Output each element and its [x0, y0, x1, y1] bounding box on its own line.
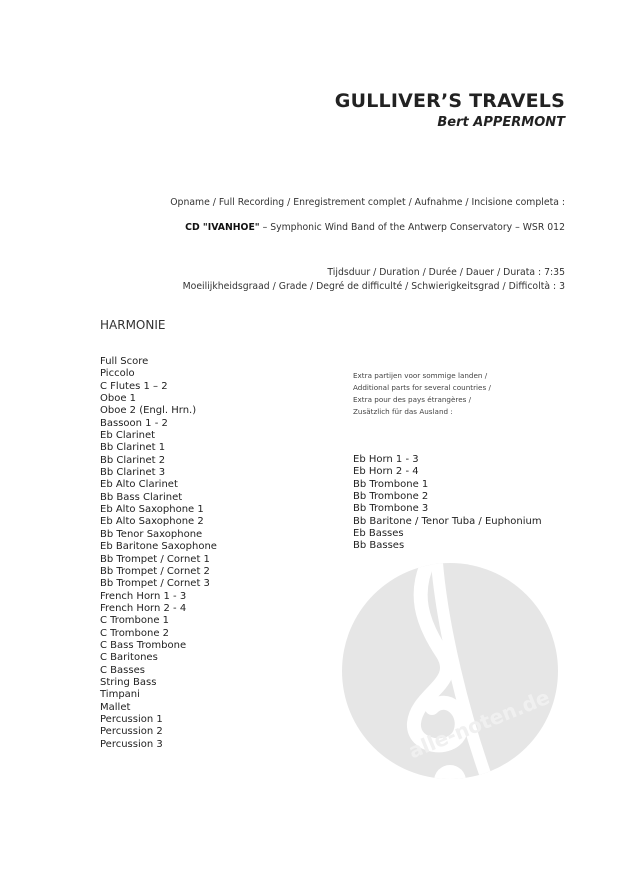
extra-part-item: Eb Horn 2 - 4 — [353, 466, 419, 478]
part-item: Eb Baritone Saxophone — [100, 541, 217, 553]
part-item: Percussion 2 — [100, 726, 163, 738]
part-item: Eb Alto Saxophone 1 — [100, 504, 204, 516]
part-item: Piccolo — [100, 368, 135, 380]
part-item: Bb Tenor Saxophone — [100, 528, 203, 540]
extra-part-item: Bb Trombone 1 — [353, 478, 429, 490]
part-item: French Horn 1 - 3 — [100, 590, 187, 602]
part-item: String Bass — [100, 676, 157, 688]
duration-info: Tijdsduur / Duration / Durée / Dauer / Durata : 7:35 — [327, 267, 565, 278]
watermark-logo — [342, 563, 558, 779]
extra-note-line: Additional parts for several countries / — [353, 383, 491, 392]
part-item: Bb Clarinet 1 — [100, 442, 166, 454]
part-item: Eb Alto Clarinet — [100, 479, 178, 491]
part-item: Bb Trompet / Cornet 1 — [100, 553, 210, 565]
extra-part-item: Bb Trombone 3 — [353, 503, 429, 515]
part-item: Oboe 1 — [100, 393, 137, 405]
composer-name: Bert APPERMONT — [437, 115, 565, 130]
part-item: Percussion 1 — [100, 713, 163, 725]
extra-parts-list — [353, 454, 542, 553]
part-item: Eb Clarinet — [100, 430, 156, 442]
part-item: Bb Clarinet 3 — [100, 467, 166, 479]
part-item: C Flutes 1 – 2 — [100, 380, 168, 392]
part-item: Mallet — [100, 701, 131, 713]
extra-part-item: Bb Baritone / Tenor Tuba / Euphonium — [353, 515, 542, 527]
piece-title: GULLIVER’S TRAVELS — [334, 90, 565, 112]
extra-part-item: Bb Basses — [353, 540, 405, 552]
part-item: Bassoon 1 - 2 — [100, 417, 168, 429]
part-item: Bb Clarinet 2 — [100, 454, 166, 466]
extra-part-item: Eb Horn 1 - 3 — [353, 454, 419, 465]
grade-info: Moeilijkheidsgraad / Grade / Degré de difficulté / Schwierigkeitsgrad / Difficoltà : 3 — [182, 281, 565, 292]
recording-ensemble: – Symphonic Wind Band of the Antwerp Conservatory – WSR 012 — [259, 222, 565, 233]
part-item: C Bass Trombone — [100, 639, 187, 651]
part-item: C Trombone 1 — [100, 615, 170, 627]
part-item: Bb Trompet / Cornet 2 — [100, 565, 210, 577]
extra-part-item: Bb Trombone 2 — [353, 491, 429, 503]
part-item: C Basses — [100, 664, 145, 676]
part-item: Bb Trompet / Cornet 3 — [100, 578, 210, 590]
extra-note-line: Zusätzlich für das Ausland : — [353, 407, 453, 416]
watermark-text: alle-noten.de — [404, 684, 553, 764]
extra-part-item: Eb Basses — [353, 528, 404, 540]
part-item: Percussion 3 — [100, 738, 163, 750]
part-item: Timpani — [100, 689, 140, 701]
part-item: Bb Bass Clarinet — [100, 491, 183, 503]
parts-list — [100, 356, 217, 751]
part-item: Full Score — [100, 356, 149, 367]
extra-note-line: Extra pour des pays étrangères / — [353, 395, 472, 404]
part-item: Eb Alto Saxophone 2 — [100, 516, 204, 528]
extra-note-line: Extra partijen voor sommige landen / — [353, 371, 488, 380]
cd-title: CD "IVANHOE" — [185, 222, 260, 233]
part-item: C Trombone 2 — [100, 627, 170, 639]
part-item: C Baritones — [100, 652, 158, 664]
extra-parts-note — [353, 370, 491, 418]
recording-label: Opname / Full Recording / Enregistrement complet / Aufnahme / Incisione completa : — [170, 197, 565, 208]
recording-details — [185, 222, 565, 234]
part-item: French Horn 2 - 4 — [100, 602, 187, 614]
part-item: Oboe 2 (Engl. Hrn.) — [100, 405, 197, 417]
section-heading: HARMONIE — [100, 318, 166, 332]
